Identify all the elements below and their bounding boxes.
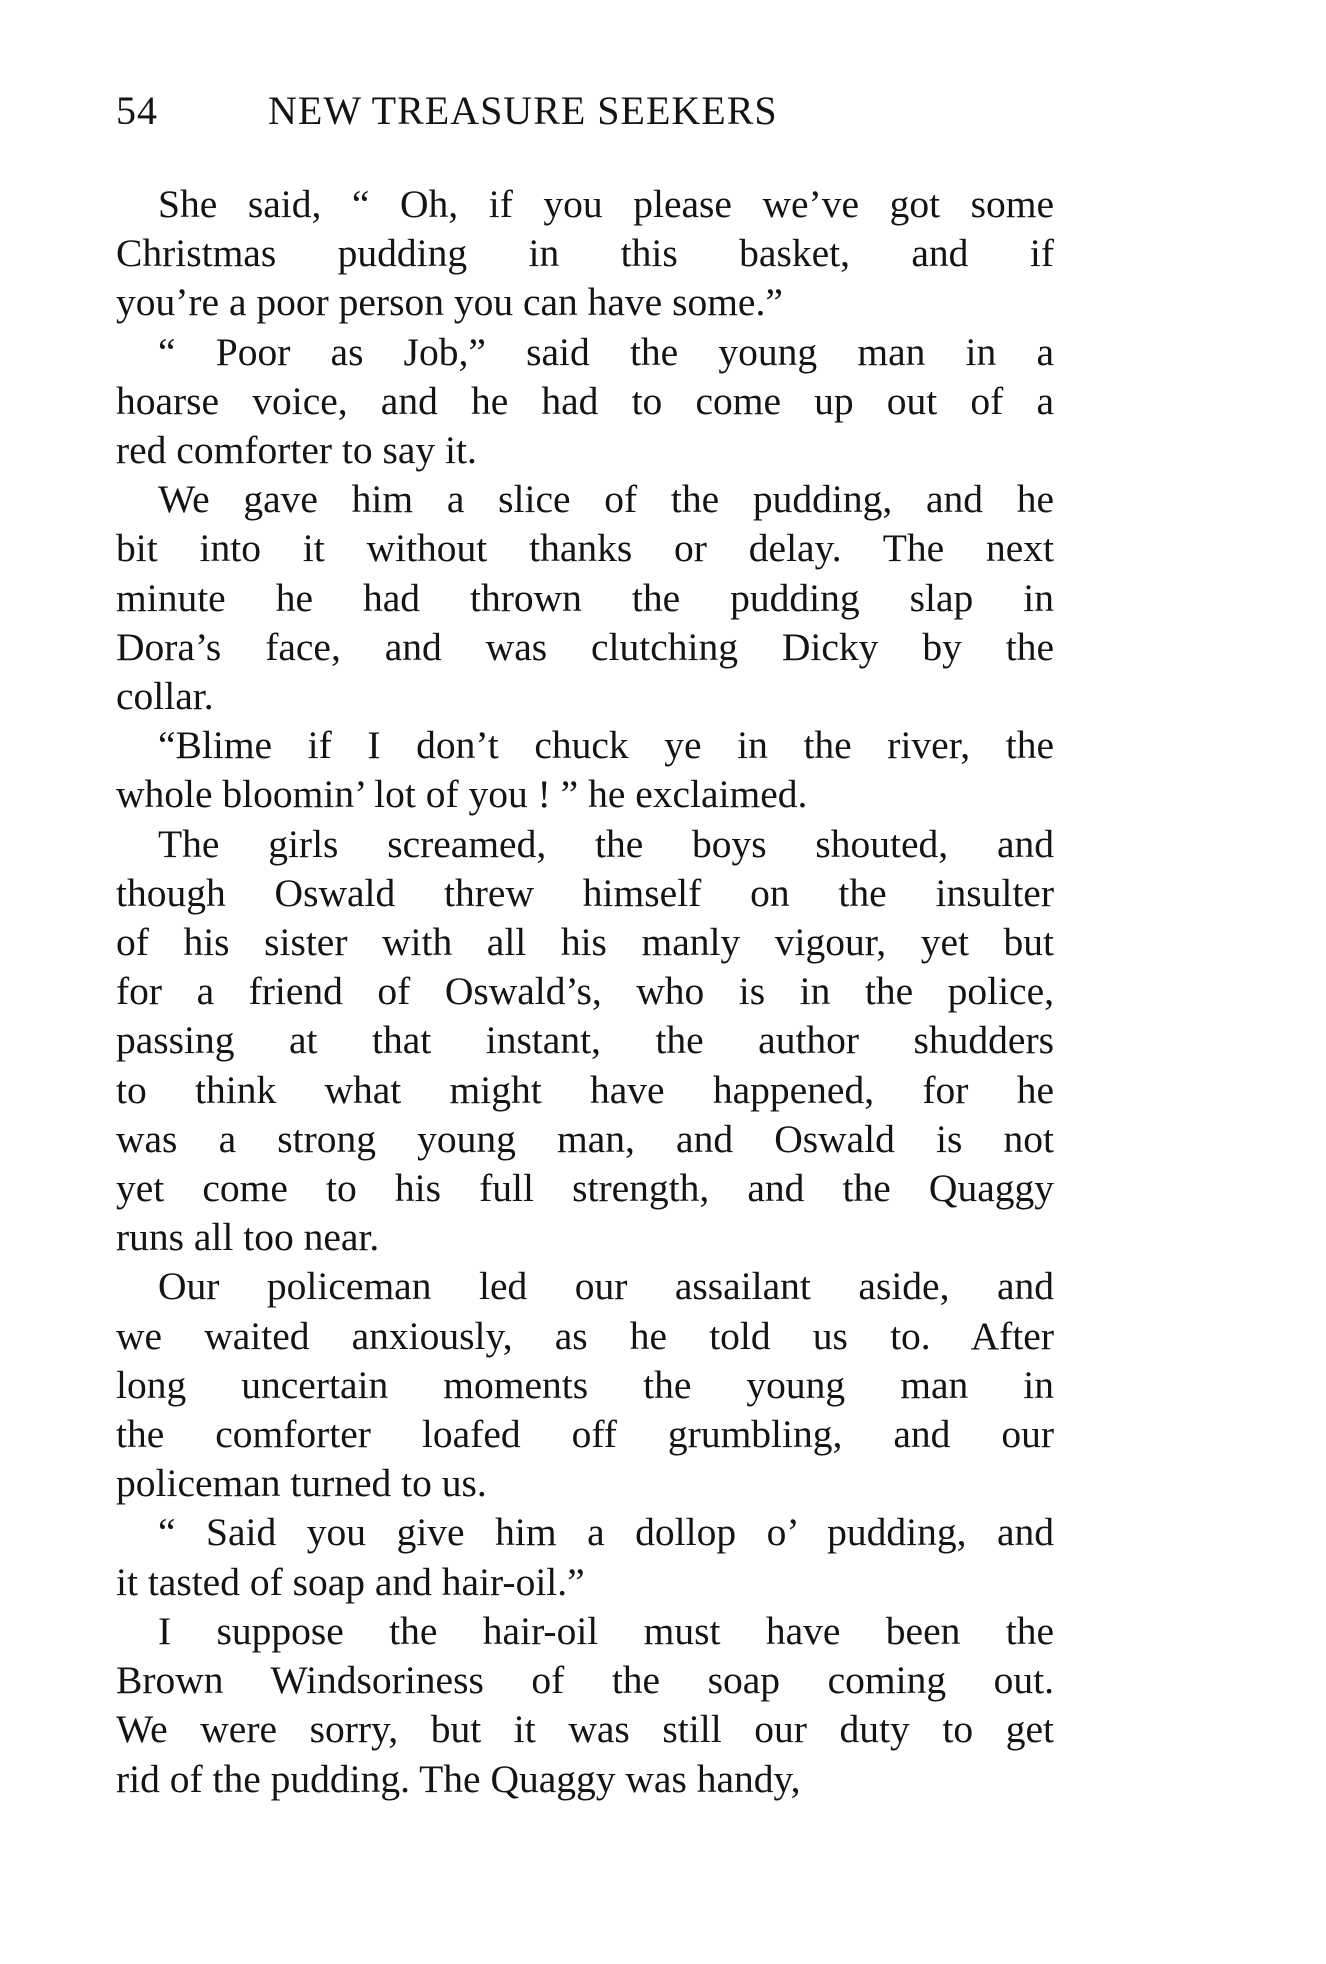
text-line: minute he had thrown the pudding slap in: [116, 575, 1054, 620]
text-line: long uncertain moments the young man in: [116, 1362, 1054, 1407]
page-header: [116, 86, 916, 136]
text-line: Dora’s face, and was clutching Dicky by the: [116, 624, 1054, 669]
text-line: we waited anxiously, as he told us to. After: [116, 1313, 1054, 1358]
text-line: Our policeman led our assailant aside, and: [158, 1264, 1054, 1309]
text-line: policeman turned to us.: [116, 1461, 487, 1506]
text-line: red comforter to say it.: [116, 428, 477, 473]
text-line: though Oswald threw himself on the insulter: [116, 870, 1054, 915]
paragraph: [116, 475, 1054, 721]
text-line: We were sorry, but it was still our duty to get: [116, 1707, 1054, 1752]
text-line: was a strong young man, and Oswald is not: [116, 1116, 1054, 1161]
text-line: Christmas pudding in this basket, and if: [116, 231, 1054, 276]
text-line: to think what might have happened, for he: [116, 1067, 1054, 1112]
text-line: the comforter loafed off grumbling, and our: [116, 1412, 1054, 1457]
text-line: bit into it without thanks or delay. The next: [116, 526, 1054, 571]
text-line: “ Poor as Job,” said the young man in a: [158, 329, 1054, 374]
paragraph: [116, 1262, 1054, 1508]
paragraph: [116, 1607, 1054, 1804]
text-line: passing at that instant, the author shudders: [116, 1018, 1054, 1063]
text-line: We gave him a slice of the pudding, and he: [158, 477, 1054, 522]
text-line: “ Said you give him a dollop o’ pudding, and: [158, 1510, 1054, 1555]
running-title: NEW TREASURE SEEKERS: [268, 88, 778, 133]
text-line: “Blime if I don’t chuck ye in the river, the: [158, 723, 1054, 768]
text-line: collar.: [116, 674, 214, 719]
text-line: runs all too near.: [116, 1215, 380, 1260]
text-line: you’re a poor person you can have some.”: [116, 280, 783, 325]
text-line: rid of the pudding. The Quaggy was handy,: [116, 1756, 801, 1801]
text-line: yet come to his full strength, and the Quaggy: [116, 1166, 1054, 1211]
text-line: it tasted of soap and hair-oil.”: [116, 1559, 585, 1604]
paragraph: [116, 820, 1054, 1263]
paragraph: [116, 721, 1054, 819]
paragraph: [116, 1508, 1054, 1606]
text-line: Brown Windsoriness of the soap coming out.: [116, 1658, 1054, 1703]
text-line: hoarse voice, and he had to come up out of a: [116, 378, 1054, 423]
body-text: [116, 180, 1054, 1804]
text-line: for a friend of Oswald’s, who is in the police,: [116, 969, 1054, 1014]
text-line: of his sister with all his manly vigour, yet but: [116, 920, 1054, 965]
text-line: She said, “ Oh, if you please we’ve got some: [158, 182, 1054, 226]
text-line: whole bloomin’ lot of you ! ” he exclaimed.: [116, 772, 808, 817]
paragraph: [116, 180, 1054, 328]
page-number: 54: [116, 88, 158, 133]
text-line: The girls screamed, the boys shouted, and: [158, 821, 1054, 866]
text-line: I suppose the hair-oil must have been the: [158, 1608, 1054, 1653]
paragraph: [116, 328, 1054, 476]
